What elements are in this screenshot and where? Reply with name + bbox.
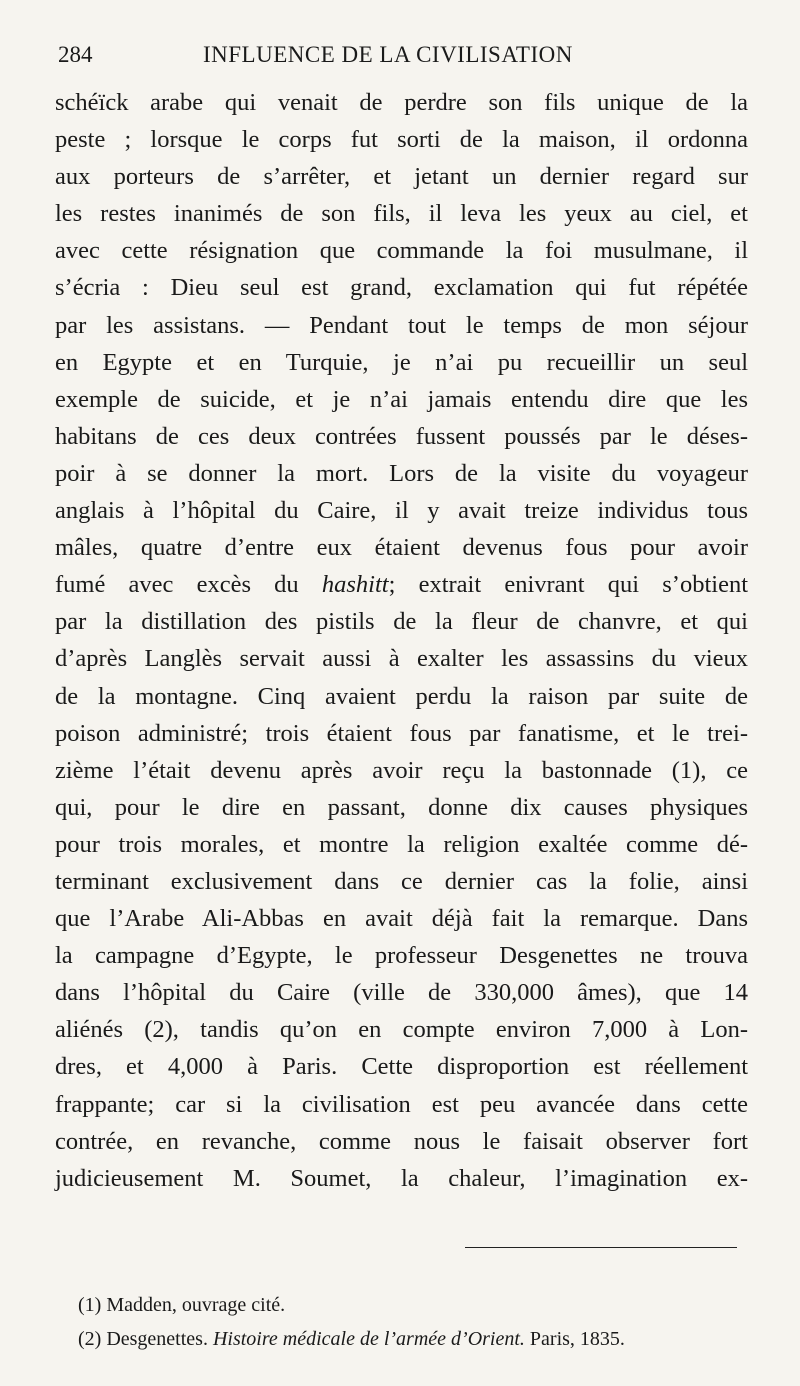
- page-number: 284: [58, 42, 93, 67]
- body-line: terminant exclusivement dans ce dernier cas la folie, ainsi: [55, 867, 748, 895]
- body-line: anglais à l’hôpital du Caire, il y avait treize individus tous: [55, 497, 748, 525]
- body-line: les restes inanimés de son fils, il leva les yeux au ciel, et: [55, 200, 748, 228]
- footnote-text-segment: Paris, 1835.: [524, 1328, 625, 1350]
- running-head: [58, 42, 748, 76]
- body-line: d’après Langlès servait aussi à exalter les assassins du vieux: [55, 645, 748, 673]
- body-line: par les assistans. — Pendant tout le temps de mon séjour: [55, 311, 748, 339]
- footnote-line: (1) Madden, ouvrage cité.: [78, 1294, 286, 1316]
- running-title: INFLUENCE DE LA CIVILISATION: [203, 42, 573, 67]
- body-line: mâles, quatre d’entre eux étaient devenus fous pour avoir: [55, 534, 748, 562]
- body-line: [55, 566, 748, 603]
- body-text-segment: fumé avec excès du: [55, 571, 322, 599]
- body-line: que l’Arabe Ali-Abbas en avait déjà fait la remarque. Dans: [55, 905, 748, 933]
- body-line: schéïck arabe qui venait de perdre son fils unique de la: [55, 89, 748, 116]
- body-line: zième l’était devenu après avoir reçu la bastonnade (1), ce: [55, 756, 748, 784]
- body-line: la campagne d’Egypte, le professeur Desgenettes ne trouva: [55, 942, 748, 970]
- body-line: pour trois morales, et montre la religion exaltée comme dé-: [55, 830, 748, 858]
- body-text-segment: ; extrait enivrant qui s’obtient: [388, 571, 749, 599]
- body-line: aux porteurs de s’arrêter, et jetant un dernier regard sur: [55, 163, 748, 191]
- body-line: dres, et 4,000 à Paris. Cette disproportion est réellement: [55, 1053, 748, 1081]
- footnote-italic-segment: Histoire médicale de l’armée d’Orient.: [212, 1328, 525, 1350]
- footnote-rule: [465, 1247, 737, 1248]
- body-line: poison administré; trois étaient fous par fanatisme, et le trei-: [55, 719, 748, 747]
- body-line: habitans de ces deux contrées fussent poussés par le déses-: [55, 422, 748, 450]
- body-line: qui, pour le dire en passant, donne dix causes physiques: [55, 793, 748, 821]
- body-line: peste ; lorsque le corps fut sorti de la maison, il ordonna: [55, 126, 748, 154]
- body-line: contrée, en revanche, comme nous le faisait observer fort: [55, 1127, 748, 1155]
- footnote-text-segment: (2) Desgenettes.: [78, 1328, 213, 1350]
- body-line: de la montagne. Cinq avaient perdu la raison par suite de: [55, 682, 748, 710]
- body-line: frappante; car si la civilisation est peu avancée dans cette: [55, 1090, 748, 1118]
- body-line: s’écria : Dieu seul est grand, exclamation qui fut répétée: [55, 274, 748, 302]
- body-line: aliénés (2), tandis qu’on en compte environ 7,000 à Lon-: [55, 1016, 748, 1044]
- body-line: poir à se donner la mort. Lors de la visite du voyageur: [55, 459, 748, 487]
- body-italic-segment: hashitt: [321, 571, 389, 599]
- body-line: en Egypte et en Turquie, je n’ai pu recueillir un seul: [55, 348, 748, 376]
- body-line: avec cette résignation que commande la foi musulmane, il: [55, 237, 748, 265]
- body-line: par la distillation des pistils de la fleur de chanvre, et qui: [55, 608, 748, 636]
- footnote-line: [78, 1322, 758, 1356]
- body-line: judicieusement M. Soumet, la chaleur, l’imagination ex-: [55, 1164, 748, 1192]
- body-line: exemple de suicide, et je n’ai jamais entendu dire que les: [55, 385, 748, 413]
- body-text: [55, 84, 748, 1197]
- body-line: dans l’hôpital du Caire (ville de 330,000 âmes), que 14: [55, 979, 748, 1007]
- footnotes: [78, 1288, 758, 1356]
